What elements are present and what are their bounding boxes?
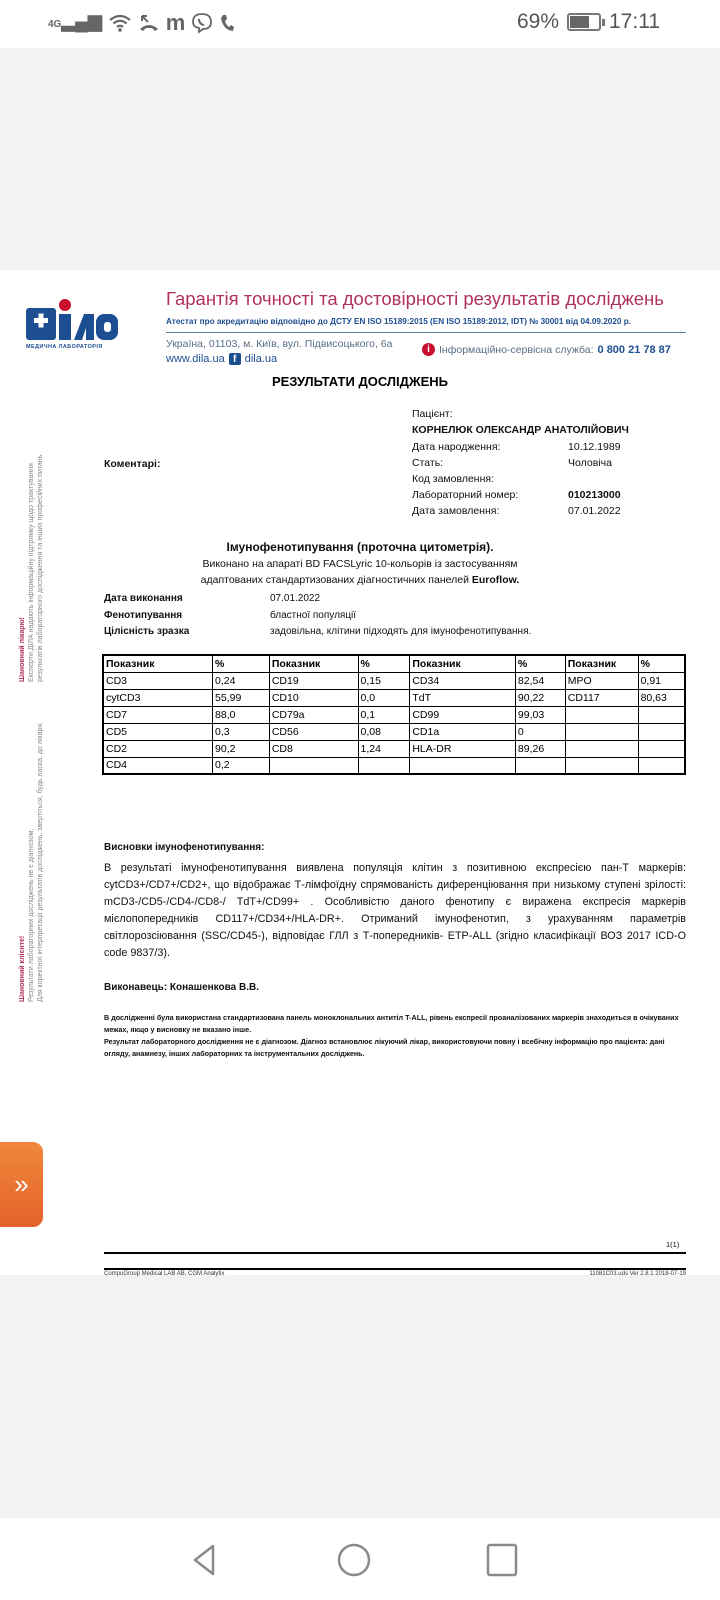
marker-cell	[565, 723, 638, 740]
percent-cell: 0,24	[213, 672, 270, 689]
gmail-icon: m	[165, 10, 186, 35]
footer-rule-top	[104, 1252, 686, 1254]
percent-cell: 88,0	[213, 706, 270, 723]
phone-icon	[219, 13, 235, 33]
table-row	[103, 706, 685, 723]
comments-label: Коментарі:	[104, 458, 161, 470]
phenotyping-label: Фенотипування	[104, 610, 183, 621]
table-row	[103, 672, 685, 689]
logo-subtitle: МЕДИЧНА ЛАБОРАТОРІЯ	[26, 344, 103, 350]
marker-cell: CD8	[269, 740, 358, 757]
percent-cell	[638, 740, 685, 757]
side-note-client	[18, 722, 45, 1002]
percent-cell: 55,99	[213, 689, 270, 706]
table-header-cell: %	[358, 655, 410, 672]
marker-cell	[565, 706, 638, 723]
marker-cell: CD4	[103, 757, 213, 774]
table-row	[103, 757, 685, 774]
info-icon: i	[422, 343, 435, 356]
marker-cell: cytCD3	[103, 689, 213, 706]
percent-cell: 90,22	[515, 689, 565, 706]
marker-cell: TdT	[410, 689, 516, 706]
marker-cell: CD2	[103, 740, 213, 757]
marker-cell: CD79a	[269, 706, 358, 723]
percent-cell	[638, 757, 685, 774]
table-row	[103, 723, 685, 740]
page-number: 1(1)	[666, 1240, 680, 1249]
signal-icon: 4G▂▄▆	[48, 11, 102, 31]
percent-cell	[515, 757, 565, 774]
marker-cell: CD5	[103, 723, 213, 740]
battery-percent: 69%	[516, 10, 559, 33]
percent-cell: 0,3	[213, 723, 270, 740]
recents-icon[interactable]	[482, 1540, 522, 1580]
marker-cell: CD7	[103, 706, 213, 723]
document-title: РЕЗУЛЬТАТИ ДОСЛІДЖЕНЬ	[271, 374, 449, 389]
study-line2	[0, 574, 720, 586]
website-link[interactable]: www.dila.ua	[166, 353, 225, 365]
marker-cell: CD19	[269, 672, 358, 689]
missed-call-icon	[138, 13, 160, 33]
back-icon[interactable]	[185, 1540, 225, 1580]
exec-date-label: Дата виконання	[104, 593, 183, 604]
status-icons-right	[517, 10, 660, 34]
study-line2-bold: Euroflow.	[471, 574, 520, 586]
percent-cell: 1,24	[358, 740, 410, 757]
marker-cell: HLA-DR	[410, 740, 516, 757]
marker-cell: CD34	[410, 672, 516, 689]
conclusion-title: Висновки імунофенотипування:	[104, 842, 265, 853]
percent-cell: 89,26	[515, 740, 565, 757]
marker-cell	[269, 757, 358, 774]
header-title: Гарантія точності та достовірності результатів досліджень	[166, 288, 664, 309]
percent-cell: 80,63	[638, 689, 685, 706]
percent-cell	[638, 706, 685, 723]
logo-mark	[24, 298, 120, 342]
header-divider	[166, 332, 686, 333]
sex-value: Чоловіча	[568, 457, 612, 469]
web-links	[166, 353, 277, 365]
service-info	[422, 343, 671, 356]
conclusion-text: В результаті імунофенотипування виявлена популяція клітин з позитивною експресією пан-Т маркерів: cytCD3+/CD7+/CD2+, що відображає Т-лімфоїдну спрямованість диференціювання при низькому ступені зрілості: mCD3-/CD5-/CD4-/CD8-/ TdT+/CD99+ . Особливістю даного фенотипу є виражена експресія маркерів мієлопопередників CD117+/CD34+/HLA-DR+. Отриманий імунофенотип, з урахуванням параметрів світлорозсіювання (SSC/CD45-), відповідає ГЛЛ з Т-попередників- ETP-ALL (згідно класифікації ВОЗ 2017 ICD-O code 9837/3).	[104, 862, 686, 959]
table-header-cell: Показник	[565, 655, 638, 672]
percent-cell	[358, 757, 410, 774]
table-header-row	[103, 655, 685, 672]
marker-cell	[565, 757, 638, 774]
order-date-label: Дата замовлення:	[412, 505, 500, 517]
document-viewer[interactable]	[0, 48, 720, 1488]
sex-label: Стать:	[412, 457, 444, 469]
side-note-client-line2: Для коректної інтерпретації результатів досліджень, звертіться, будь ласка, до лікаря.	[37, 721, 44, 1002]
percent-cell: 0,1	[358, 706, 410, 723]
footer-left: CompuGroup Medical LAB AB, CGM Analytix	[104, 1271, 225, 1277]
home-icon[interactable]	[334, 1540, 374, 1580]
chevrons-right-icon: »	[14, 1169, 29, 1199]
battery-icon	[567, 13, 601, 31]
table-row	[103, 689, 685, 706]
lab-number-value: 010213000	[568, 489, 621, 501]
dila-logo	[24, 298, 120, 354]
viber-icon	[191, 12, 213, 34]
results-table	[102, 654, 686, 775]
marker-cell: CD3	[103, 672, 213, 689]
percent-cell: 82,54	[515, 672, 565, 689]
marker-cell: CD1a	[410, 723, 516, 740]
order-code-label: Код замовлення:	[412, 473, 494, 485]
marker-cell: MPO	[565, 672, 638, 689]
sample-integrity-value: задовільна, клітини підходять для імунофенотипування.	[270, 626, 532, 637]
patient-label: Пацієнт:	[412, 408, 453, 420]
marker-cell	[410, 757, 516, 774]
service-label: Інформаційно-сервісна служба:	[439, 343, 594, 356]
status-bar	[0, 0, 720, 48]
marker-cell: CD10	[269, 689, 358, 706]
marker-cell	[565, 740, 638, 757]
table-header-cell: Показник	[269, 655, 358, 672]
side-panel-tab[interactable]	[0, 1142, 43, 1227]
birthdate-value: 10.12.1989	[568, 441, 621, 453]
study-line2-text: адаптованих стандартизованих діагностичних панелей	[200, 574, 469, 586]
table-header-cell: Показник	[410, 655, 516, 672]
document-page	[0, 270, 720, 1275]
navigation-bar	[0, 1518, 720, 1600]
performer: Виконавець: Конашенкова В.В.	[104, 982, 260, 993]
footer-rule-bottom	[104, 1268, 686, 1270]
table-row	[103, 740, 685, 757]
table-header-cell: %	[515, 655, 565, 672]
percent-cell: 0,15	[358, 672, 410, 689]
marker-cell: CD117	[565, 689, 638, 706]
marker-cell: CD99	[410, 706, 516, 723]
side-note-doctor-line1: Експерти ДІЛА надають інформаційну підтримку щодо трактування	[28, 463, 35, 682]
percent-cell: 0,2	[213, 757, 270, 774]
study-title: Імунофенотипування (проточна цитометрія).	[226, 540, 494, 554]
percent-cell: 99,03	[515, 706, 565, 723]
percent-cell: 0,08	[358, 723, 410, 740]
birthdate-label: Дата народження:	[412, 441, 501, 453]
service-phone[interactable]: 0 800 21 78 87	[597, 343, 671, 356]
side-note-client-title: Шановний клієнте!	[19, 935, 26, 1002]
wifi-icon	[108, 13, 132, 33]
exec-date-value: 07.01.2022	[270, 593, 321, 604]
note-disclaimer: Результат лабораторного дослідження не є діагнозом. Діагноз встановлює лікуючий лікар, використовуючи повну і всебічну інформацію про пацієнта: дані огляду, анамнезу, інших лабораторних та інструментальних досліджень.	[104, 1037, 665, 1058]
lab-number-label: Лабораторний номер:	[412, 489, 519, 501]
percent-cell: 90,2	[213, 740, 270, 757]
percent-cell: 0	[515, 723, 565, 740]
facebook-icon: f	[229, 353, 241, 365]
phenotyping-value: бластної популяції	[270, 610, 357, 621]
accreditation-text: Атестат про акредитацію відповідно до ДСТУ EN ISO 15189:2015 (EN ISO 15189:2012, IDT) № 30001 від 04.09.2020 р.	[166, 317, 631, 326]
facebook-link[interactable]: dila.ua	[244, 353, 278, 365]
table-header-cell: Показник	[103, 655, 213, 672]
battery-fill	[570, 16, 589, 28]
table-header-cell: %	[213, 655, 270, 672]
status-icons-left	[48, 10, 235, 36]
side-note-client-line1: Результати лабораторних досліджень не є діагнозом.	[28, 828, 35, 1002]
percent-cell: 0,0	[358, 689, 410, 706]
clock: 17:11	[609, 10, 660, 33]
study-line1: Виконано на апараті BD FACSLyric 10-кольорів із застосуванням	[202, 558, 518, 570]
order-date-value: 07.01.2022	[568, 505, 621, 517]
side-note-doctor-line2: результатів лабораторного дослідження та інших професійних питань.	[37, 452, 44, 682]
patient-name: КОРНЕЛЮК ОЛЕКСАНДР АНАТОЛІЙОВИЧ	[412, 424, 629, 436]
lab-address: Україна, 01103, м. Київ, вул. Підвисоцького, 6а	[166, 338, 393, 350]
note-panel: В дослідженні була використана стандартизована панель моноклональних антитіл T-ALL, рівень експресії проаналізованих маркерів знаходиться в очікуваних межах, якщо у висновку не вказано інше.	[104, 1013, 679, 1034]
percent-cell	[638, 723, 685, 740]
sample-integrity-label: Цілісність зразка	[104, 626, 190, 637]
table-header-cell: %	[638, 655, 685, 672]
marker-cell: CD56	[269, 723, 358, 740]
percent-cell: 0,91	[638, 672, 685, 689]
side-note-doctor-title: Шановний лікарю!	[19, 617, 26, 682]
footer-right: 11081C03.uds Ver 2.8.1 2018-07-19	[589, 1271, 686, 1277]
